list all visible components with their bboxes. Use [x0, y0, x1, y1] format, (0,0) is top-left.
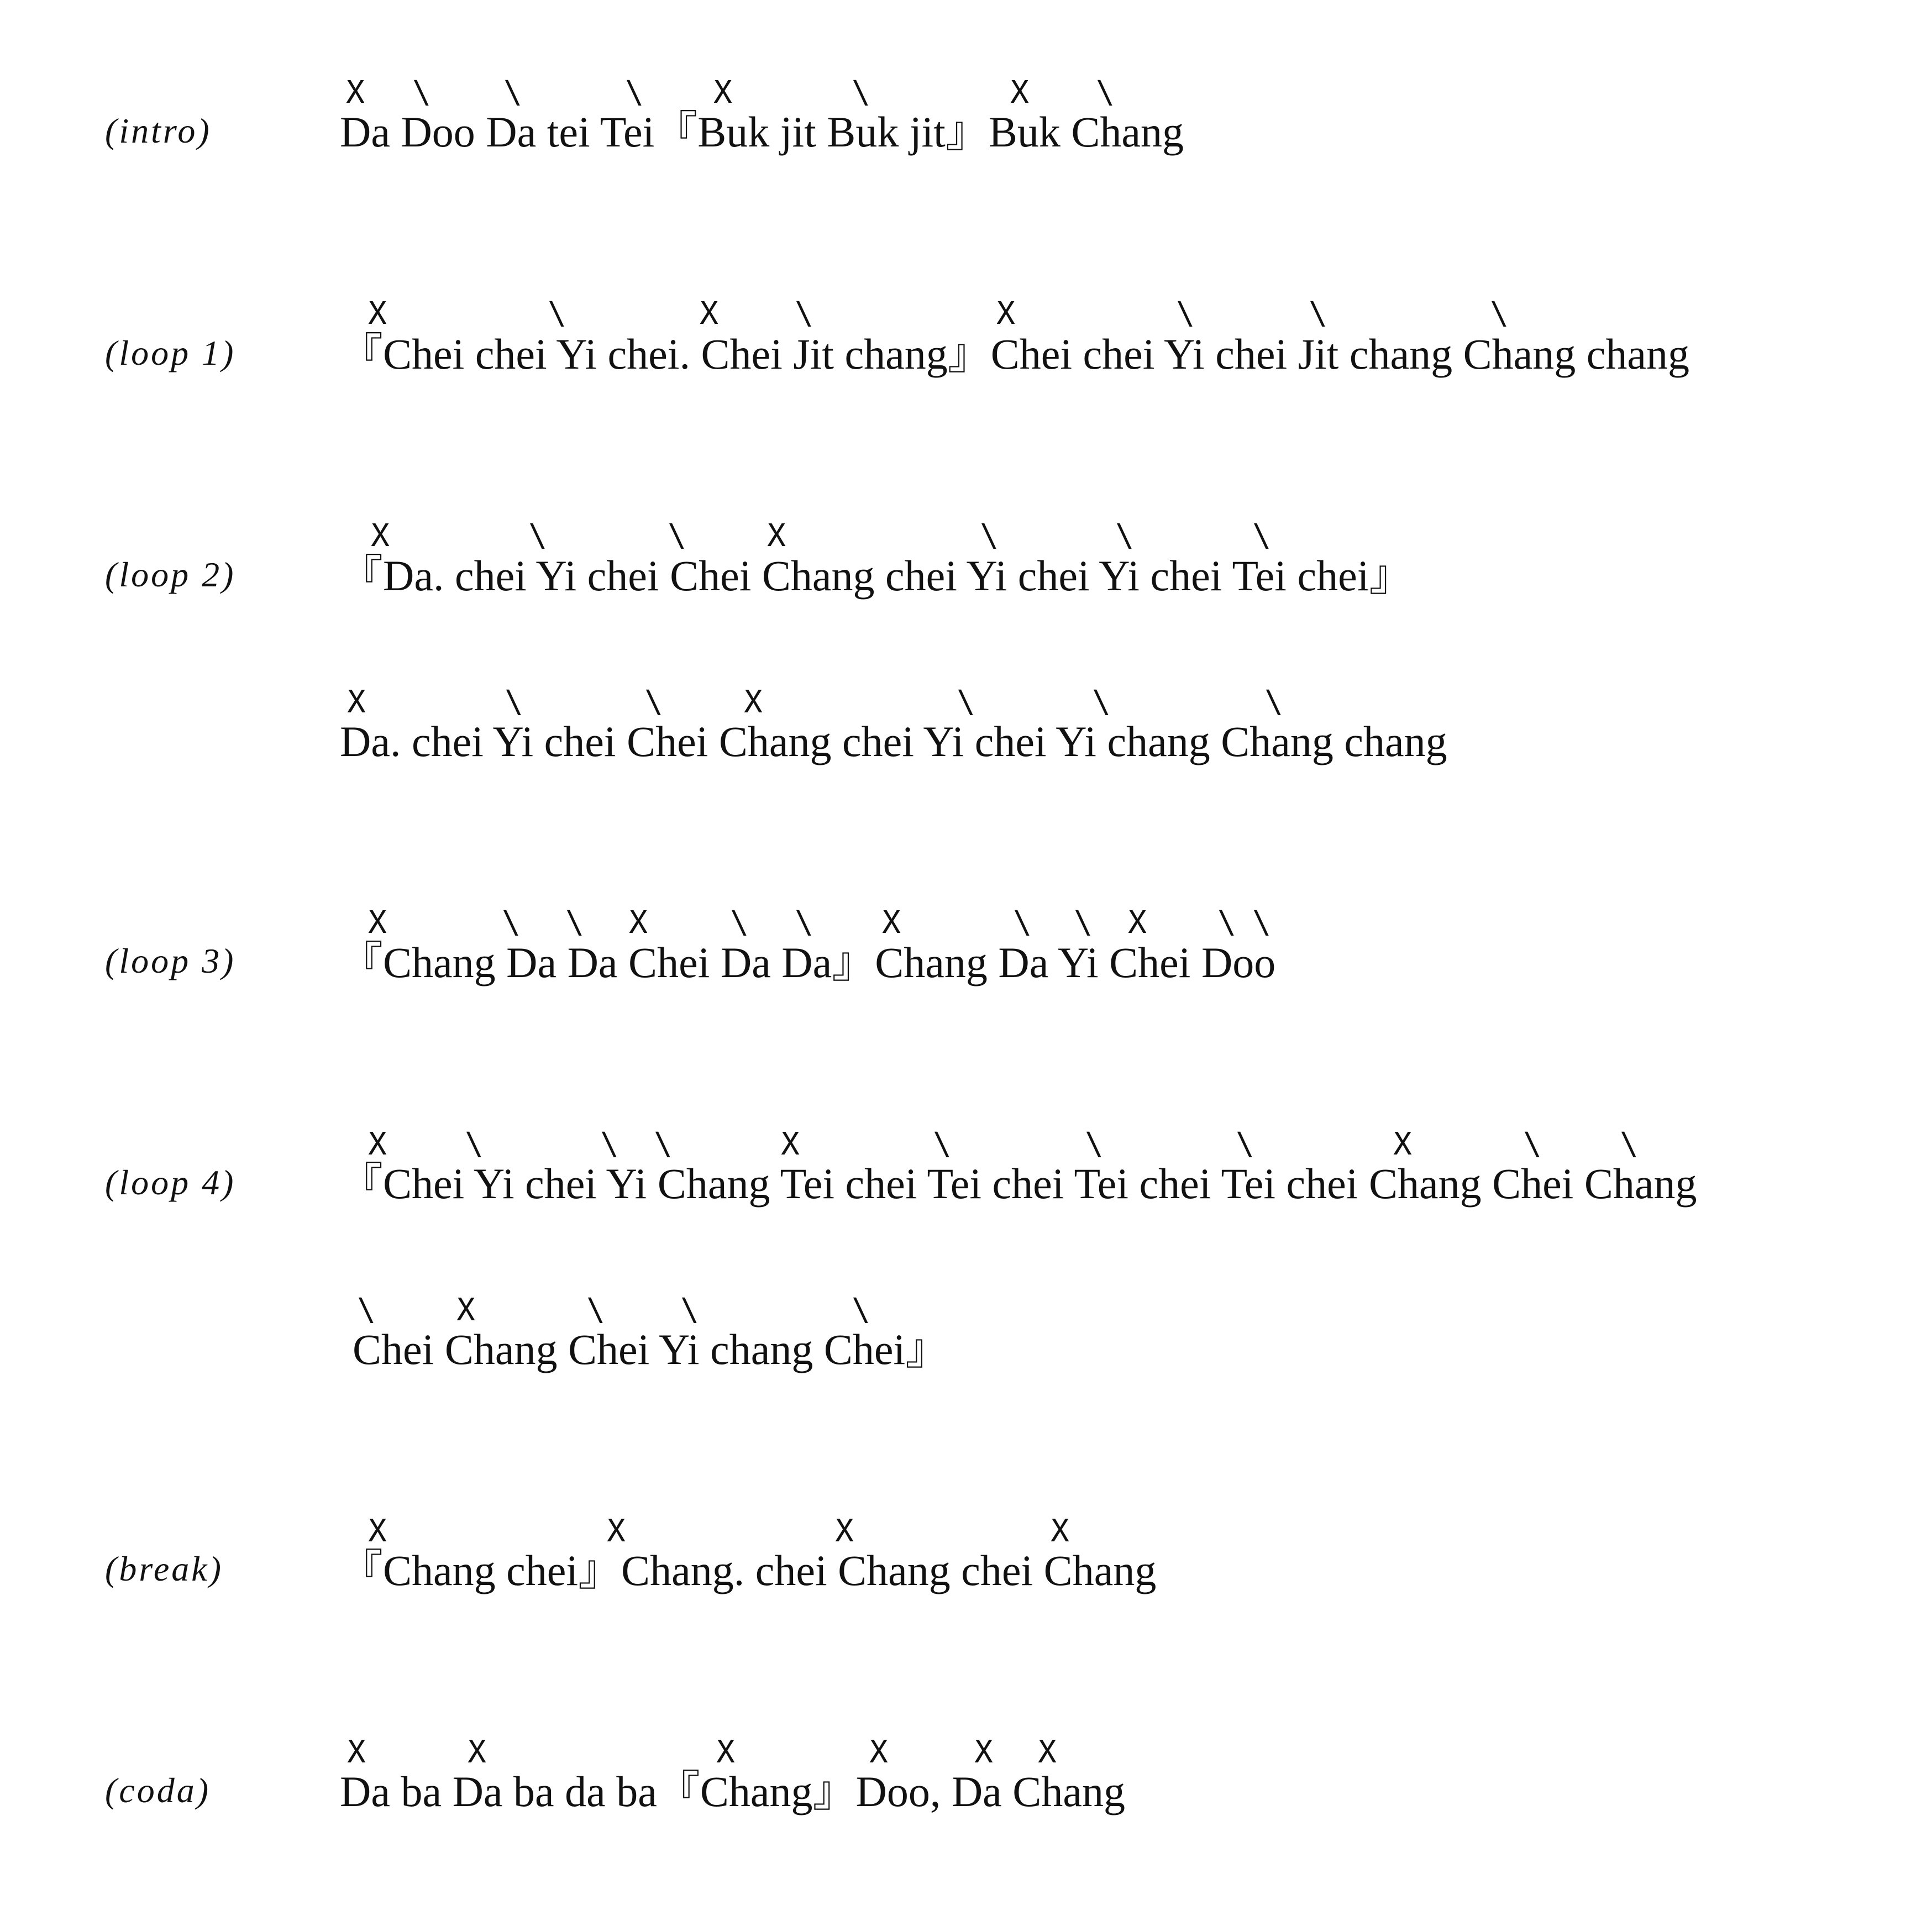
accent-mark: X: [607, 1513, 626, 1549]
accent-mark: \: [668, 518, 686, 554]
accent-mark: \: [465, 1126, 484, 1162]
accent-mark: \: [795, 905, 813, 941]
accent-mark: X: [700, 296, 718, 332]
syllable-line-loop-1: 『Chei chei Yi chei. Chei Jit chang』Chei chei Yi chei Jit chang Chang chang: [340, 330, 1689, 378]
accent-mark: X: [744, 684, 763, 720]
accent-mark: \: [1217, 905, 1236, 941]
accent-mark: \: [1176, 296, 1195, 332]
section-label-break: (break): [105, 1549, 223, 1588]
accent-mark: \: [505, 684, 523, 720]
accent-mark: \: [1085, 1126, 1104, 1162]
syllable-line-loop-3: 『Chang Da Da Chei Da Da』Chang Da Yi Chei Doo: [340, 938, 1276, 986]
accent-mark: X: [1128, 905, 1147, 941]
accent-mark: X: [371, 518, 390, 554]
syllable-line-intro: Da Doo Da tei Tei『Buk jit Buk jit』Buk Chang: [340, 108, 1184, 156]
syllable-line-loop-2-a: 『Da. chei Yi chei Chei Chang chei Yi chei Yi chei Tei chei』: [340, 552, 1413, 600]
accent-mark: X: [781, 1126, 800, 1162]
accent-mark: X: [1051, 1513, 1069, 1549]
accent-mark: X: [368, 905, 387, 941]
accent-mark: \: [565, 905, 584, 941]
accent-mark: \: [357, 1292, 376, 1328]
accent-mark: X: [347, 1734, 366, 1770]
accent-mark: \: [1013, 905, 1032, 941]
accent-mark: X: [1038, 1734, 1057, 1770]
syllable-line-loop-2-b: Da. chei Yi chei Chei Chang chei Yi chei Yi chang Chang chang: [340, 717, 1447, 765]
accent-mark: \: [957, 684, 975, 720]
accent-mark: \: [1264, 684, 1283, 720]
accent-mark: X: [835, 1513, 854, 1549]
accent-mark: \: [1490, 296, 1509, 332]
accent-mark: X: [882, 905, 901, 941]
accent-mark: X: [629, 905, 648, 941]
accent-mark: X: [974, 1734, 993, 1770]
accent-mark: \: [1309, 296, 1327, 332]
accent-mark: \: [980, 518, 999, 554]
accent-mark: X: [1393, 1126, 1412, 1162]
accent-mark: \: [503, 75, 522, 111]
section-label-loop-3: (loop 3): [105, 941, 236, 980]
syllable-line-break: 『Chang chei』Chang. chei Chang chei Chang: [340, 1546, 1157, 1594]
accent-mark: \: [1252, 518, 1271, 554]
accent-mark: \: [654, 1126, 673, 1162]
accent-mark: X: [869, 1734, 888, 1770]
accent-mark: \: [1074, 905, 1093, 941]
accent-mark: X: [346, 75, 365, 111]
accent-mark: \: [548, 296, 566, 332]
accent-mark: \: [528, 518, 547, 554]
accent-mark: X: [456, 1292, 475, 1328]
section-label-loop-2: (loop 2): [105, 555, 236, 594]
accent-mark: X: [368, 1126, 387, 1162]
accent-mark: X: [767, 518, 786, 554]
accent-mark: X: [1010, 75, 1029, 111]
accent-mark: X: [347, 684, 366, 720]
accent-mark: \: [1252, 905, 1271, 941]
syllable-line-loop-4-b: Chei Chang Chei Yi chang Chei』: [353, 1325, 949, 1373]
accent-mark: \: [600, 1126, 619, 1162]
accent-mark: \: [852, 75, 870, 111]
syllable-line-coda: Da ba Da ba da ba『Chang』Doo, Da Chang: [340, 1767, 1125, 1815]
accent-mark: \: [586, 1292, 605, 1328]
accent-mark: \: [644, 684, 663, 720]
section-label-coda: (coda): [105, 1771, 211, 1810]
accent-mark: X: [368, 296, 387, 332]
accent-mark: \: [933, 1126, 952, 1162]
accent-mark: \: [502, 905, 521, 941]
accent-mark: X: [468, 1734, 486, 1770]
accent-mark: X: [716, 1734, 735, 1770]
accent-mark: X: [713, 75, 732, 111]
section-label-intro: (intro): [105, 111, 212, 150]
accent-mark: \: [1115, 518, 1134, 554]
accent-mark: \: [625, 75, 644, 111]
section-label-loop-4: (loop 4): [105, 1163, 236, 1202]
accent-mark: X: [996, 296, 1015, 332]
accent-mark: \: [730, 905, 749, 941]
accent-mark: \: [680, 1292, 699, 1328]
accent-mark: \: [1236, 1126, 1254, 1162]
syllable-line-loop-4-a: 『Chei Yi chei Yi Chang Tei chei Tei chei Tei chei Tei chei Chang Chei Chang: [340, 1159, 1697, 1208]
accent-mark: \: [412, 75, 431, 111]
section-label-loop-1: (loop 1): [105, 333, 236, 372]
accent-mark: \: [852, 1292, 870, 1328]
accent-mark: \: [795, 296, 813, 332]
accent-mark: \: [1523, 1126, 1542, 1162]
accent-mark: \: [1620, 1126, 1639, 1162]
accent-mark: X: [368, 1513, 387, 1549]
accent-mark: \: [1092, 684, 1111, 720]
accent-mark: \: [1096, 75, 1115, 111]
